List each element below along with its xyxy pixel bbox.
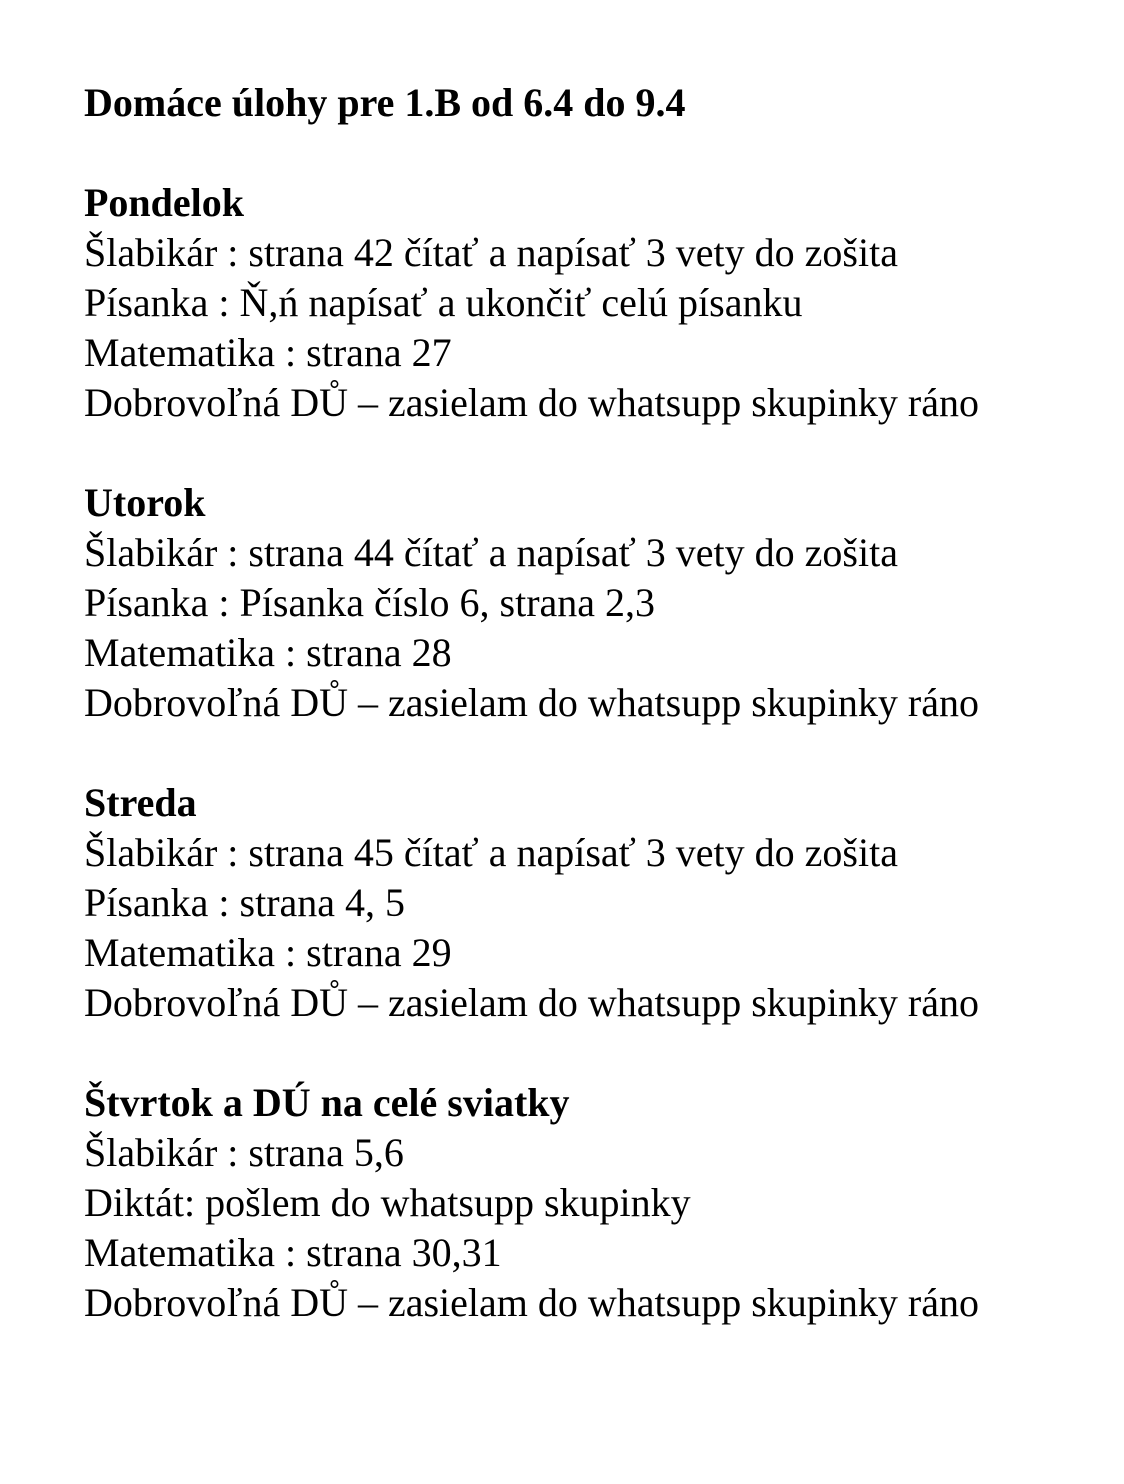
- day-heading: Streda: [84, 780, 197, 825]
- task-line: Diktát: pošlem do whatsupp skupinky: [84, 1180, 691, 1225]
- task-line: Matematika : strana 28: [84, 630, 452, 675]
- document-title: Domáce úlohy pre 1.B od 6.4 do 9.4: [84, 80, 686, 125]
- day-heading: Utorok: [84, 480, 206, 525]
- task-line: Písanka : Písanka číslo 6, strana 2,3: [84, 580, 656, 625]
- task-line: Dobrovoľná DŮ – zasielam do whatsupp skupinky ráno: [84, 680, 979, 725]
- task-line: Šlabikár : strana 42 čítať a napísať 3 vety do zošita: [84, 230, 898, 275]
- task-line: Matematika : strana 30,31: [84, 1230, 502, 1275]
- task-line: Dobrovoľná DŮ – zasielam do whatsupp skupinky ráno: [84, 980, 979, 1025]
- day-heading: Štvrtok a DÚ na celé sviatky: [84, 1080, 570, 1125]
- task-line: Dobrovoľná DŮ – zasielam do whatsupp skupinky ráno: [84, 1280, 979, 1325]
- task-line: Dobrovoľná DŮ – zasielam do whatsupp skupinky ráno: [84, 380, 979, 425]
- section-utorok: [84, 478, 1094, 728]
- section-streda: [84, 778, 1094, 1028]
- task-line: Šlabikár : strana 45 čítať a napísať 3 vety do zošita: [84, 830, 898, 875]
- document-page: [84, 78, 1094, 1328]
- day-heading: Pondelok: [84, 180, 245, 225]
- task-line: Matematika : strana 29: [84, 930, 452, 975]
- task-line: Šlabikár : strana 5,6: [84, 1130, 404, 1175]
- task-line: Písanka : Ň,ń napísať a ukončiť celú písanku: [84, 280, 803, 325]
- task-line: Matematika : strana 27: [84, 330, 452, 375]
- task-line: Šlabikár : strana 44 čítať a napísať 3 vety do zošita: [84, 530, 898, 575]
- task-line: Písanka : strana 4, 5: [84, 880, 406, 925]
- section-pondelok: [84, 178, 1094, 428]
- section-stvrtok: [84, 1078, 1094, 1328]
